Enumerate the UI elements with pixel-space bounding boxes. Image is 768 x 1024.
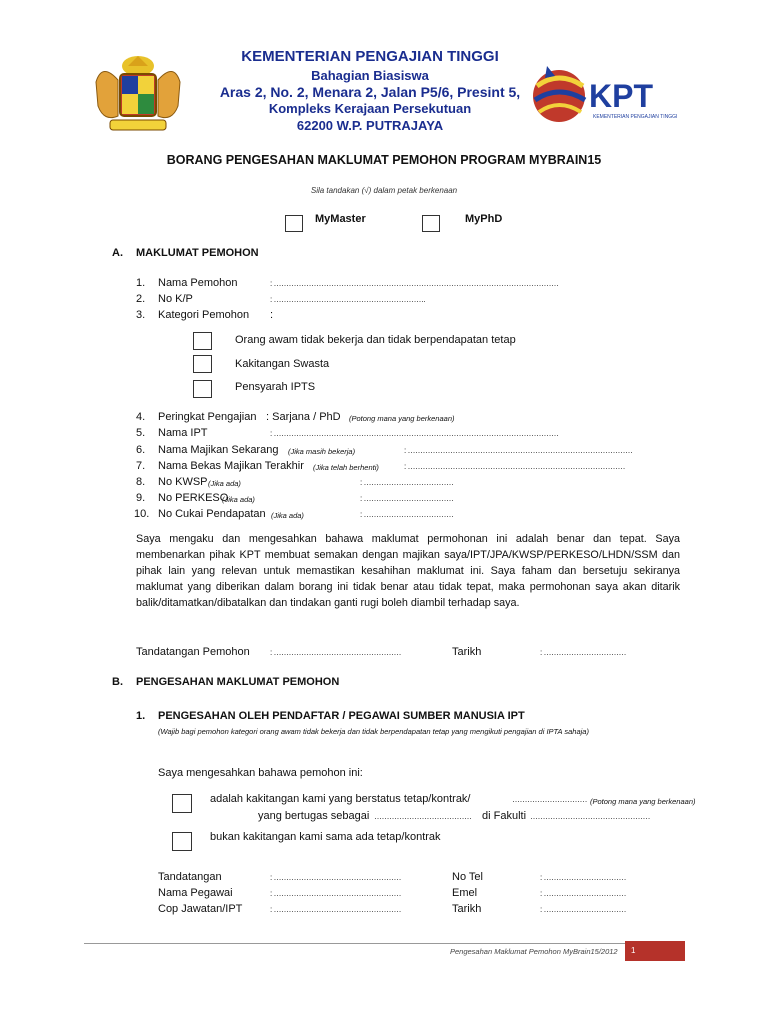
item-3-label: Kategori Pemohon [158,309,250,321]
item-6-field[interactable]: : ……………………………………………………………………………… [404,446,633,455]
item-4-label: Peringkat Pengajian [158,411,257,423]
item-10-num: 10. [134,508,150,520]
division-name: Bahagian Biasiswa [311,68,429,83]
item-7-num: 7. [136,460,146,472]
item-6-note: (Jika masih bekerja) [288,447,356,456]
kpt-logo-text: KPT [589,78,653,114]
item-5-num: 5. [136,427,146,439]
non-employee-text: bukan kakitangan kami sama ada tetap/kontrak [210,831,441,843]
section-a-title: MAKLUMAT PEMOHON [136,247,259,259]
item-1-label: Nama Pemohon [158,277,238,289]
item-9-label: No PERKESO [158,492,229,504]
item-9-field[interactable]: : ……………………………… [360,494,454,503]
section-b-letter: B. [112,676,123,688]
item-9-note: (Jika ada) [222,495,255,504]
officer-email-field[interactable]: : …………………………… [540,889,626,898]
category-label-2: Kakitangan Swasta [235,358,330,370]
officer-phone-field[interactable]: : …………………………… [540,873,626,882]
myphd-checkbox[interactable] [422,215,440,232]
myphd-label: MyPhD [465,213,503,225]
position-field[interactable]: ………………………………… [374,812,472,821]
address-line-1: Aras 2, No. 2, Menara 2, Jalan P5/6, Presint 5, [219,84,521,100]
ministry-name: KEMENTERIAN PENGAJIAN TINGGI [241,48,499,65]
item-7-note: (Jika telah berhenti) [313,463,379,472]
item-10-label: No Cukai Pendapatan [158,508,266,520]
declaration-paragraph: Saya mengaku dan mengesahkan bahawa maklumat permohonan ini adalah benar dan tepat. Saya membenarkan pihak KPT membuat semakan dengan majikan saya/IPT/JPA/KWSP/PERKESO/LHDN/SSM dan pihak lain yang relevan untuk memastikan kesahihan maklumat ini. Saya faham dan bersetuju sekiranya maklumat yang diberikan dalam borang ini tidak benar atau tidak tepat, maka permohonan saya akan ditarik balik/ditamatkan/dibatalkan dan tindakan ganti rugi boleh diambil terhadap saya. [136,533,680,609]
officer-date-label: Tarikh [452,903,482,915]
category-checkbox-2[interactable] [193,355,212,373]
item-1-field[interactable]: : …………………………………………………………………………………………………… [270,279,559,288]
faculty-text: di Fakulti [482,810,527,822]
item-3-colon: : [270,309,274,321]
item-4-value[interactable]: : Sarjana / PhD [266,411,341,423]
employee-status-note: (Potong mana yang berkenaan) [590,797,696,806]
item-4-note: (Potong mana yang berkenaan) [349,414,455,423]
category-checkbox-3[interactable] [193,380,212,398]
page-number: 1 [631,946,636,955]
footer-divider [84,943,684,944]
item-2-field[interactable]: : ……………………………………………………. [270,295,426,304]
item-2-label: No K/P [158,293,193,305]
non-employee-checkbox[interactable] [172,832,192,851]
officer-date-field[interactable]: : …………………………… [540,905,626,914]
mymaster-label: MyMaster [315,213,366,225]
mymaster-checkbox[interactable] [285,215,303,232]
item-8-num: 8. [136,476,146,488]
item-8-label: No KWSP [158,476,208,488]
employee-status-checkbox[interactable] [172,794,192,813]
applicant-date-label: Tarikh [452,646,482,658]
form-title: BORANG PENGESAHAN MAKLUMAT PEMOHON PROGRAM MYBRAIN15 [166,153,602,167]
item-2-num: 2. [136,293,146,305]
item-5-label: Nama IPT [158,427,208,439]
employee-status-text: adalah kakitangan kami yang berstatus tetap/kontrak/ [210,793,471,805]
address-line-2: Kompleks Kerajaan Persekutuan [268,101,472,116]
page-number-tab [625,941,685,961]
instruction-text: Sila tandakan (√) dalam petak berkenaan [310,186,458,195]
position-text: yang bertugas sebagai [258,810,370,822]
item-6-num: 6. [136,444,146,456]
item-4-num: 4. [136,411,146,423]
officer-email-label: Emel [452,887,478,899]
section-b-1-title: PENGESAHAN OLEH PENDAFTAR / PEGAWAI SUMBER MANUSIA IPT [158,710,525,722]
malaysia-coat-of-arms [88,52,188,138]
confirm-statement: Saya mengesahkan bahawa pemohon ini: [158,767,363,779]
section-b-1-num: 1. [136,710,146,722]
officer-phone-label: No Tel [452,871,483,883]
officer-signature-label: Tandatangan [158,871,222,883]
item-5-field[interactable]: : …………………………………………………………………………………………………… [270,429,559,438]
category-checkbox-1[interactable] [193,332,212,350]
item-8-note: (Jika ada) [208,479,241,488]
category-label-3: Pensyarah IPTS [235,381,316,393]
item-10-note: (Jika ada) [271,511,304,520]
section-a-letter: A. [112,247,123,259]
item-9-num: 9. [136,492,146,504]
officer-stamp-field[interactable]: : …………………………………………… [270,905,401,914]
section-b-title: PENGESAHAN MAKLUMAT PEMOHON [136,676,340,688]
officer-name-label: Nama Pegawai [158,887,233,899]
faculty-field[interactable]: ………………………………………… [530,812,650,821]
item-8-field[interactable]: : ……………………………… [360,478,454,487]
kpt-logo [527,60,687,130]
item-7-field[interactable]: : …………………………………………………………………………… [404,462,625,471]
item-7-label: Nama Bekas Majikan Terakhir [158,460,304,472]
applicant-signature-field[interactable]: : …………………………………………… [270,648,401,657]
applicant-signature-label: Tandatangan Pemohon [136,646,250,658]
item-1-num: 1. [136,277,146,289]
officer-name-field[interactable]: : …………………………………………… [270,889,401,898]
item-10-field[interactable]: : ……………………………… [360,510,454,519]
employee-status-field[interactable]: ………………………… [512,795,587,804]
officer-signature-field[interactable]: : …………………………………………… [270,873,401,882]
section-b-1-note: (Wajib bagi pemohon kategori orang awam tidak bekerja dan tidak berpendapatan tetap yang mengikuti pengajian di IPTA sahaja) [158,727,589,736]
kpt-logo-subtext: KEMENTERIAN PENGAJIAN TINGGI [593,114,678,120]
item-6-label: Nama Majikan Sekarang [158,444,279,456]
officer-stamp-label: Cop Jawatan/IPT [158,903,243,915]
address-line-3: 62200 W.P. PUTRAJAYA [296,118,444,133]
item-3-num: 3. [136,309,146,321]
category-label-1: Orang awam tidak bekerja dan tidak berpendapatan tetap [235,334,516,346]
footer-text: Pengesahan Maklumat Pemohon MyBrain15/2012 [450,947,618,956]
applicant-date-field[interactable]: : …………………………… [540,648,626,657]
